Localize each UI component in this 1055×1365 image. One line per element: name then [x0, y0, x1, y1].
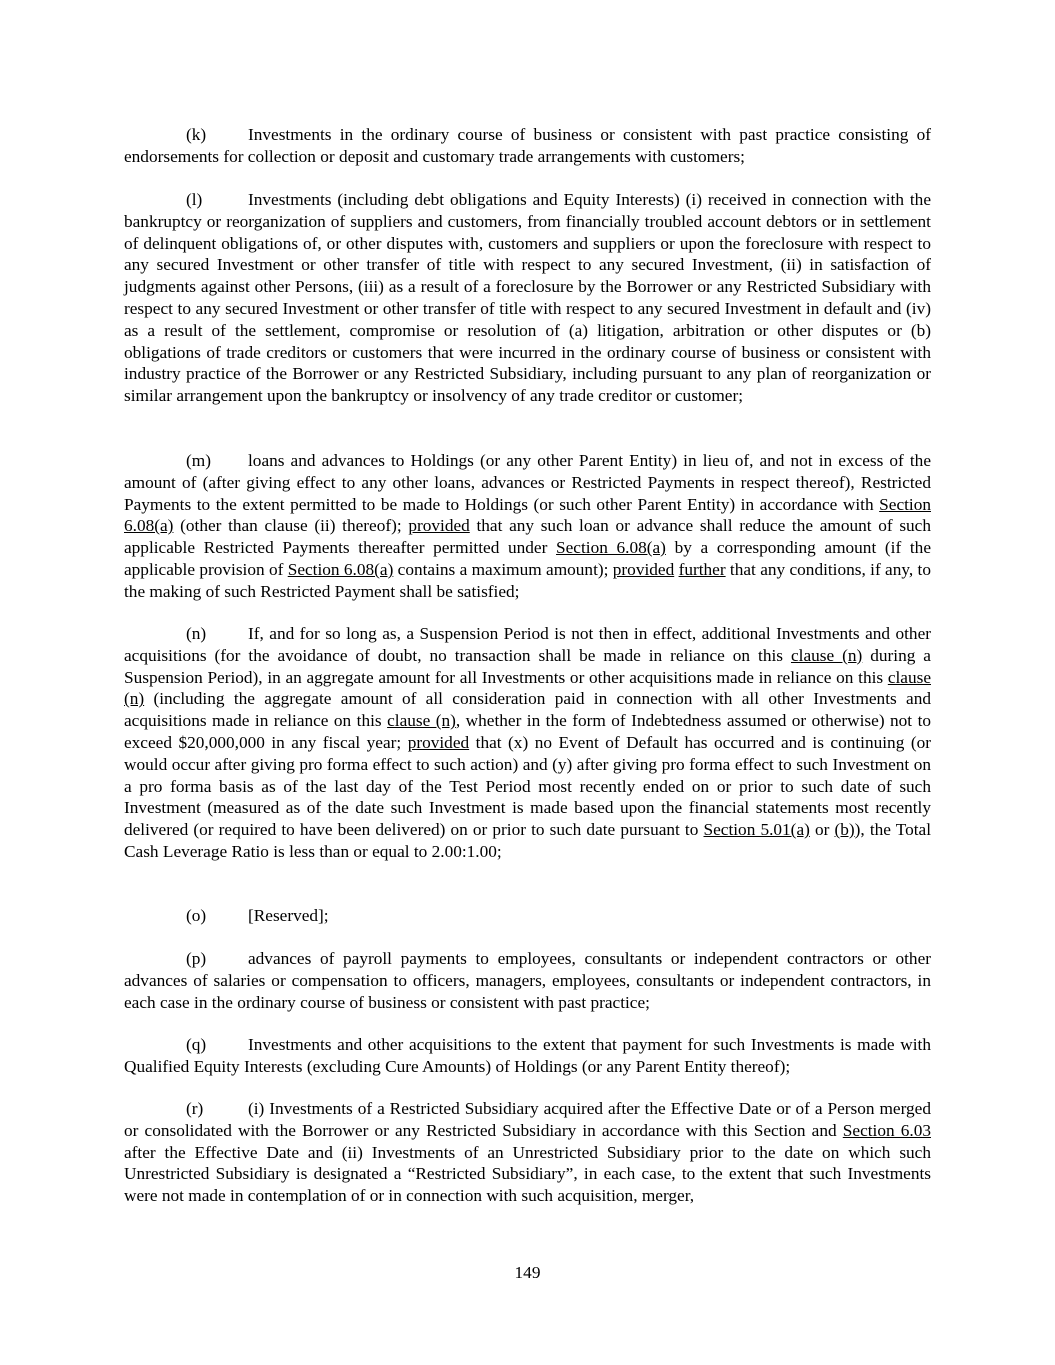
clause-reference-link: clause (n) — [387, 711, 456, 731]
paragraph-text: (other than clause (ii) thereof); — [173, 516, 409, 536]
paragraph-label: (q) — [186, 1035, 207, 1054]
paragraph-label: (l) — [186, 190, 203, 209]
section-reference-link: Section 6.08(a) — [124, 494, 931, 536]
paragraph-text: by a corresponding amount (if the applicable provision of — [124, 538, 931, 579]
paragraph-text: or — [809, 820, 835, 840]
paragraph-text: (i) Investments of a Restricted Subsidiary acquired after the Effective Date or of a Person merged or consolidated with the Borrower or any Restricted Subsidiary in accordance with this Section and — [124, 1099, 931, 1140]
paragraph-l — [124, 189, 931, 407]
paragraph-text: that (x) no Event of Default has occurred and is continuing (or would occur after giving pro forma effect to such action) and (y) after giving pro forma effect to such Investment on a pro forma basis as of the last day of the Test Period most recently ended on or prior to such date of such Investment (measured as of the date such Investment is made based upon the financial statements most recently delivered (or required to have been delivered) on or prior to such date pursuant to — [124, 732, 931, 840]
paragraph-text: contains a maximum amount); — [393, 559, 613, 579]
paragraph-q — [124, 1034, 931, 1078]
paragraph-text: Investments (including debt obligations and Equity Interests) (i) received in connection with the bankruptcy or reorganization of suppliers and customers, from financially troubled account debtors or in settlement of delinquent obligations of, or other disputes with, customers and suppliers or upon the foreclosure with respect to any secured Investment or other transfer of title with respect to any secured Investment, (ii) in satisfaction of judgments against other Persons, (iii) as a result of a foreclosure by the Borrower or any Restricted Subsidiary with respect to any secured Investment or other transfer of title with respect to any secured Investment in default and (iv) as a result of the settlement, compromise or resolution of (a) litigation, arbitration or other disputes or (b) obligations of trade creditors or customers that were incurred in the ordinary course of business or consistent with industry practice of the Borrower or any Restricted Subsidiary, including pursuant to any plan of reorganization or similar arrangement upon the bankruptcy or insolvency of any trade creditor or customer; — [124, 190, 931, 406]
clause-reference-link: clause (n) — [790, 645, 863, 665]
paragraph-text: (including the aggregate amount of all consideration paid in connection with all other Investments and acquisitions made in reliance on this — [124, 689, 931, 731]
section-reference-link: Section 6.08(a) — [556, 538, 666, 558]
paragraph-text: Investments and other acquisitions to the extent that payment for such Investments is made with Qualified Equity Interests (excluding Cure Amounts) of Holdings (or any Parent Entity thereof); — [124, 1035, 931, 1076]
section-reference-link: Section 6.03 — [842, 1120, 931, 1140]
paragraph-text: loans and advances to Holdings (or any other Parent Entity) in lieu of, and not in excess of the amount of (after giving effect to any other loans, advances or Restricted Payments in respect thereof), Restricted Payments to the extent permitted to be made to Holdings (or such other Parent Entity) in accordance with — [124, 451, 931, 514]
paragraph-text: [Reserved]; — [248, 906, 329, 925]
paragraph-text: that any conditions, if any, to the making of such Restricted Payment shall be satisfied; — [124, 559, 931, 601]
section-reference-link: Section 6.08(a) — [287, 559, 394, 579]
paragraph-label: (r) — [186, 1099, 204, 1118]
paragraph-label: (m) — [186, 451, 211, 470]
underlined-term: provided — [408, 516, 470, 536]
paragraph-text: , whether in the form of Indebtedness assumed or otherwise) not to exceed $20,000,000 in any fiscal year; — [124, 711, 932, 752]
paragraph-m — [124, 450, 931, 603]
paragraph-k — [124, 124, 931, 168]
paragraph-n — [124, 623, 931, 863]
paragraph-o — [124, 905, 931, 927]
paragraph-text: If, and for so long as, a Suspension Period is not then in effect, additional Investments and other acquisitions (for the avoidance of doubt, no transaction shall be made in reliance on this — [124, 624, 931, 665]
underlined-term: provided — [612, 559, 675, 579]
paragraph-label: (p) — [186, 949, 207, 968]
paragraph-text: ), the Total Cash Leverage Ratio is less than or equal to 2.00:1.00; — [124, 820, 932, 861]
paragraph-text: Investments in the ordinary course of business or consistent with past practice consisting of endorsements for collection or deposit and customary trade arrangements with customers; — [124, 125, 931, 166]
paragraph-label: (n) — [186, 624, 207, 643]
section-reference-link: Section 5.01(a) — [703, 820, 810, 840]
paragraph-text: after the Effective Date and (ii) Investments of an Unrestricted Subsidiary prior to the date on which such Unrestricted Subsidiary is designated a “Restricted Subsidiary”, in each case, to the extent that such Investments were not made in contemplation of or in connection with such acquisition, merger, — [124, 1142, 931, 1206]
section-reference-link: (b) — [834, 820, 855, 840]
underlined-term: provided — [407, 732, 470, 752]
paragraph-p — [124, 948, 931, 1013]
page-number: 149 — [514, 1263, 541, 1282]
paragraph-text: during a Suspension Period), in an aggregate amount for all Investments or other acquisitions made in reliance on this — [124, 645, 931, 687]
underlined-term: further — [678, 559, 726, 579]
clause-reference-link: clause (n) — [124, 667, 931, 709]
paragraph-label: (o) — [186, 906, 207, 925]
paragraph-text: advances of payroll payments to employees, consultants or independent contractors or other advances of salaries or compensation to officers, managers, employees, consultants or independent contractors, in each case in the ordinary course of business or consistent with past practice; — [124, 949, 931, 1012]
paragraph-label: (k) — [186, 125, 207, 144]
paragraph-r — [124, 1098, 931, 1207]
paragraph-text: that any such loan or advance shall reduce the amount of such applicable Restricted Payments thereafter permitted under — [124, 516, 931, 558]
